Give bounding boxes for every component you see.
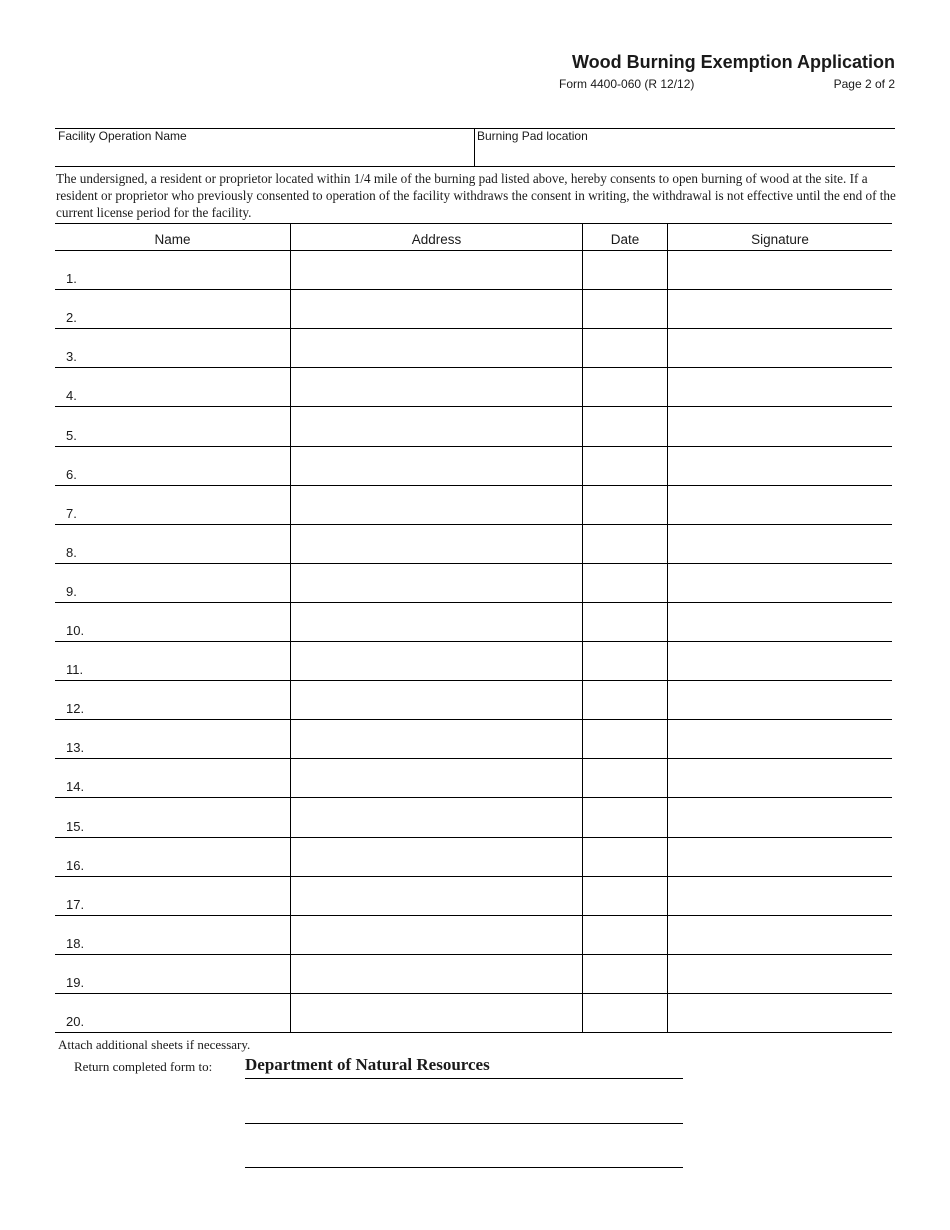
row-12-name-cell[interactable]: [57, 682, 288, 717]
column-header-date: Date: [610, 232, 640, 247]
row-5-signature-cell[interactable]: [670, 408, 890, 443]
row-17-signature-cell[interactable]: [670, 878, 890, 913]
row-number: 11.: [66, 662, 84, 678]
column-header-signature: Signature: [751, 232, 809, 247]
page-indicator: Page 2 of 2: [833, 77, 895, 91]
row-rule: [55, 328, 892, 329]
row-6-address-cell[interactable]: [293, 448, 580, 483]
row-11-address-cell[interactable]: [293, 643, 580, 678]
row-17-name-cell[interactable]: [57, 878, 288, 913]
row-20-signature-cell[interactable]: [670, 995, 890, 1030]
burning-pad-location-field[interactable]: [477, 146, 891, 164]
row-number: 13.: [66, 740, 85, 756]
row-18-signature-cell[interactable]: [670, 917, 890, 952]
row-rule: [55, 367, 892, 368]
row-3-date-cell[interactable]: [585, 330, 665, 365]
row-19-address-cell[interactable]: [293, 956, 580, 991]
row-3-address-cell[interactable]: [293, 330, 580, 365]
row-17-address-cell[interactable]: [293, 878, 580, 913]
row-rule: [55, 485, 892, 486]
row-19-signature-cell[interactable]: [670, 956, 890, 991]
row-number: 8.: [66, 544, 77, 560]
row-rule: [55, 719, 892, 720]
row-10-date-cell[interactable]: [585, 604, 665, 639]
row-12-date-cell[interactable]: [585, 682, 665, 717]
row-18-date-cell[interactable]: [585, 917, 665, 952]
row-8-name-cell[interactable]: [57, 526, 288, 561]
address-line-3[interactable]: [245, 1167, 683, 1168]
facility-operation-name-field[interactable]: [58, 146, 468, 164]
row-number: 9.: [66, 583, 77, 599]
row-7-date-cell[interactable]: [585, 487, 665, 522]
row-rule: [55, 563, 892, 564]
row-8-signature-cell[interactable]: [670, 526, 890, 561]
row-rule: [55, 797, 892, 798]
row-4-signature-cell[interactable]: [670, 369, 890, 404]
row-3-signature-cell[interactable]: [670, 330, 890, 365]
row-13-name-cell[interactable]: [57, 721, 288, 756]
row-19-date-cell[interactable]: [585, 956, 665, 991]
row-15-date-cell[interactable]: [585, 799, 665, 834]
row-8-address-cell[interactable]: [293, 526, 580, 561]
row-15-address-cell[interactable]: [293, 799, 580, 834]
table-header-rule: [55, 250, 892, 251]
row-number: 14.: [66, 779, 85, 795]
column-divider-3: [667, 223, 668, 1032]
form-number: Form 4400-060 (R 12/12): [559, 77, 695, 91]
form-title: Wood Burning Exemption Application: [572, 52, 895, 72]
return-to-label: Return completed form to:: [74, 1059, 213, 1074]
row-14-name-cell[interactable]: [57, 760, 288, 795]
row-rule: [55, 406, 892, 407]
attach-sheets-note: Attach additional sheets if necessary.: [58, 1037, 251, 1052]
row-3-name-cell[interactable]: [57, 330, 288, 365]
row-rule: [55, 758, 892, 759]
row-13-signature-cell[interactable]: [670, 721, 890, 756]
row-10-address-cell[interactable]: [293, 604, 580, 639]
address-line-2[interactable]: [245, 1123, 683, 1124]
row-7-signature-cell[interactable]: [670, 487, 890, 522]
row-16-signature-cell[interactable]: [670, 839, 890, 874]
row-5-name-cell[interactable]: [57, 408, 288, 443]
row-1-date-cell[interactable]: [585, 252, 665, 287]
row-1-signature-cell[interactable]: [670, 252, 890, 287]
row-20-address-cell[interactable]: [293, 995, 580, 1030]
row-number: 5.: [66, 427, 77, 443]
row-2-name-cell[interactable]: [57, 291, 288, 326]
row-6-date-cell[interactable]: [585, 448, 665, 483]
row-16-address-cell[interactable]: [293, 839, 580, 874]
row-number: 15.: [66, 818, 85, 834]
department-name: Department of Natural Resources: [245, 1055, 490, 1074]
address-line-1[interactable]: [245, 1078, 683, 1079]
row-1-name-cell[interactable]: [57, 252, 288, 287]
row-12-signature-cell[interactable]: [670, 682, 890, 717]
row-11-date-cell[interactable]: [585, 643, 665, 678]
row-rule: [55, 680, 892, 681]
row-number: 16.: [66, 857, 85, 873]
row-14-date-cell[interactable]: [585, 760, 665, 795]
burning-pad-location-label: Burning Pad location: [477, 129, 588, 143]
row-number: 7.: [66, 505, 77, 521]
table-top-rule: [55, 223, 892, 224]
row-10-signature-cell[interactable]: [670, 604, 890, 639]
row-rule: [55, 993, 892, 994]
row-16-date-cell[interactable]: [585, 839, 665, 874]
row-14-address-cell[interactable]: [293, 760, 580, 795]
row-16-name-cell[interactable]: [57, 839, 288, 874]
row-10-name-cell[interactable]: [57, 604, 288, 639]
row-2-address-cell[interactable]: [293, 291, 580, 326]
row-number: 19.: [66, 974, 85, 990]
row-9-address-cell[interactable]: [293, 565, 580, 600]
row-18-address-cell[interactable]: [293, 917, 580, 952]
row-rule: [55, 524, 892, 525]
row-number: 4.: [66, 388, 77, 404]
row-20-date-cell[interactable]: [585, 995, 665, 1030]
row-rule: [55, 602, 892, 603]
facility-fields-divider: [474, 128, 475, 167]
row-number: 10.: [66, 623, 85, 638]
row-18-name-cell[interactable]: [57, 917, 288, 952]
row-13-address-cell[interactable]: [293, 721, 580, 756]
consent-statement: The undersigned, a resident or proprietor located within 1/4 mile of the burning pad listed above, hereby consents to open burning of wood at the site. If a resident or proprietor who previously consented to operation of the facility withdraws the consent in writing, the withdrawal is not effective until the end of the current license period for the facility.: [56, 171, 896, 220]
row-number: 20.: [66, 1014, 85, 1029]
row-5-address-cell[interactable]: [293, 408, 580, 443]
row-15-signature-cell[interactable]: [670, 799, 890, 834]
row-number: 17.: [66, 896, 85, 912]
row-number: 18.: [66, 935, 85, 951]
row-6-signature-cell[interactable]: [670, 448, 890, 483]
row-rule: [55, 1032, 892, 1033]
row-14-signature-cell[interactable]: [670, 760, 890, 795]
row-rule: [55, 915, 892, 916]
row-8-date-cell[interactable]: [585, 526, 665, 561]
row-number: 3.: [66, 349, 77, 365]
row-number: 2.: [66, 310, 77, 326]
row-rule: [55, 289, 892, 290]
row-19-name-cell[interactable]: [57, 956, 288, 991]
row-1-address-cell[interactable]: [293, 252, 580, 287]
column-divider-2: [582, 223, 583, 1032]
row-rule: [55, 641, 892, 642]
row-9-signature-cell[interactable]: [670, 565, 890, 600]
row-15-name-cell[interactable]: [57, 799, 288, 834]
row-12-address-cell[interactable]: [293, 682, 580, 717]
row-number: 12.: [66, 701, 85, 717]
row-6-name-cell[interactable]: [57, 448, 288, 483]
row-2-date-cell[interactable]: [585, 291, 665, 326]
row-7-address-cell[interactable]: [293, 487, 580, 522]
row-4-name-cell[interactable]: [57, 369, 288, 404]
column-header-name: Name: [154, 232, 191, 247]
row-20-name-cell[interactable]: [57, 995, 288, 1030]
row-rule: [55, 954, 892, 955]
row-9-name-cell[interactable]: [57, 565, 288, 600]
row-2-signature-cell[interactable]: [670, 291, 890, 326]
row-9-date-cell[interactable]: [585, 565, 665, 600]
row-rule: [55, 446, 892, 447]
column-divider-1: [290, 223, 291, 1032]
facility-operation-name-label: Facility Operation Name: [58, 129, 187, 143]
row-number: 6.: [66, 466, 77, 482]
row-4-date-cell[interactable]: [585, 369, 665, 404]
row-4-address-cell[interactable]: [293, 369, 580, 404]
row-11-name-cell[interactable]: [57, 643, 288, 678]
row-17-date-cell[interactable]: [585, 878, 665, 913]
column-header-address: Address: [411, 232, 462, 247]
row-7-name-cell[interactable]: [57, 487, 288, 522]
row-11-signature-cell[interactable]: [670, 643, 890, 678]
row-13-date-cell[interactable]: [585, 721, 665, 756]
row-rule: [55, 876, 892, 877]
row-number: 1.: [66, 271, 77, 287]
row-rule: [55, 837, 892, 838]
row-5-date-cell[interactable]: [585, 408, 665, 443]
